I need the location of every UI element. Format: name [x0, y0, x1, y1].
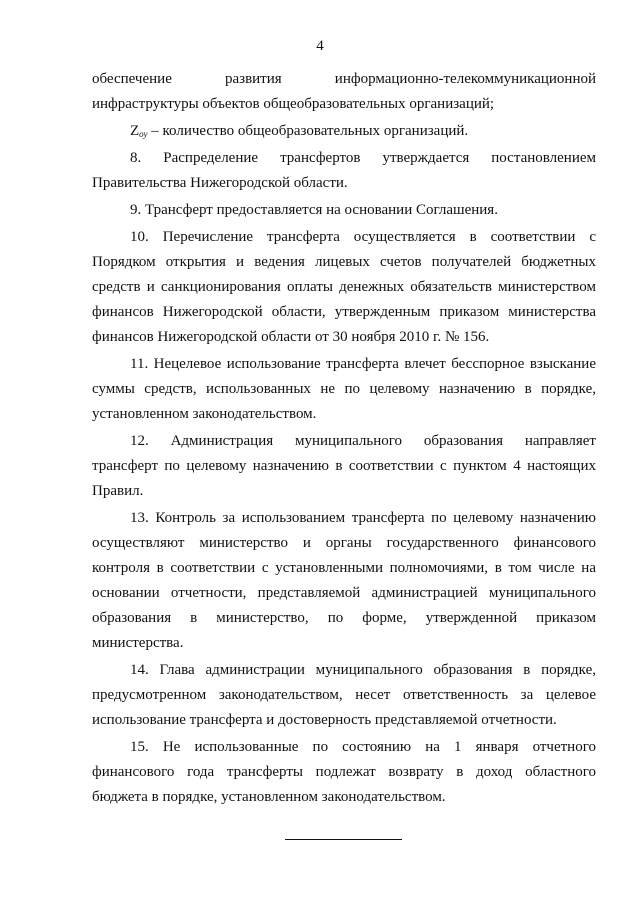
document-body [92, 67, 596, 810]
text-line: Порядком открытия и ведения лицевых счетов получателей бюджетных [92, 254, 596, 270]
text-line: финансов Нижегородской области, утвержденным приказом министерства [92, 304, 596, 320]
text-line: осуществляют министерство и органы государственного финансового [92, 535, 596, 551]
paragraph-11 [92, 352, 596, 427]
paragraph-8 [92, 146, 596, 196]
text-line: бюджета в порядке, установленном законодательством. [92, 789, 446, 805]
text-line: использование трансферта и достоверность представляемой отчетности. [92, 712, 557, 728]
end-divider [285, 839, 402, 840]
paragraph-10 [92, 225, 596, 350]
text-line: министерства. [92, 635, 184, 651]
paragraph-z-definition [92, 119, 596, 144]
text-line [92, 119, 596, 144]
text-line: финансового года трансферты подлежат возврату в доход областного [92, 764, 596, 780]
paragraph-infrastructure [92, 67, 596, 117]
text-line: 9. Трансферт предоставляется на основании Соглашения. [130, 202, 498, 218]
paragraph-15 [92, 735, 596, 810]
paragraph-9 [92, 198, 596, 223]
text-line: 13. Контроль за использованием трансферта по целевому назначению [130, 510, 596, 526]
text-line: 14. Глава администрации муниципального образования в порядке, [130, 662, 596, 678]
text-line: инфраструктуры объектов общеобразовательных организаций; [92, 96, 495, 112]
text-line: образования в министерство, по форме, утвержденной приказом [92, 610, 596, 626]
formula-description: – количество общеобразовательных организаций. [147, 123, 469, 139]
text-line: 10. Перечисление трансферта осуществляется в соответствии с [130, 229, 596, 245]
text-line: контроля в соответствии с установленными полномочиями, в том числе на [92, 560, 596, 576]
text-line: финансов Нижегородской области от 30 ноября 2010 г. № 156. [92, 329, 490, 345]
text-line: средств и санкционирования оплаты денежных обязательств министерством [92, 279, 596, 295]
page-number: 4 [316, 38, 324, 54]
text-line: Правил. [92, 483, 144, 499]
text-line: установленном законодательством. [92, 406, 317, 422]
text-line: обеспечение развития информационно-телекоммуникационной [92, 71, 596, 87]
text-line: 8. Распределение трансфертов утверждается постановлением [130, 150, 596, 166]
text-line: 12. Администрация муниципального образования направляет [130, 433, 596, 449]
text-line: Правительства Нижегородской области. [92, 175, 348, 191]
paragraph-14 [92, 658, 596, 733]
text-line: основании отчетности, представляемой администрацией муниципального [92, 585, 596, 601]
text-line: трансферт по целевому назначению в соответствии с пунктом 4 настоящих [92, 458, 596, 474]
formula-symbol: Z [130, 123, 140, 139]
text-line: 11. Нецелевое использование трансферта влечет бесспорное взыскание [130, 356, 596, 372]
text-line: суммы средств, использованных не по целевому назначению в порядке, [92, 381, 596, 397]
text-line: 15. Не использованные по состоянию на 1 января отчетного [130, 739, 596, 755]
formula-subscript: оу [139, 129, 148, 139]
text-line: предусмотренном законодательством, несет ответственность за целевое [92, 687, 596, 703]
paragraph-12 [92, 429, 596, 504]
paragraph-13 [92, 506, 596, 656]
